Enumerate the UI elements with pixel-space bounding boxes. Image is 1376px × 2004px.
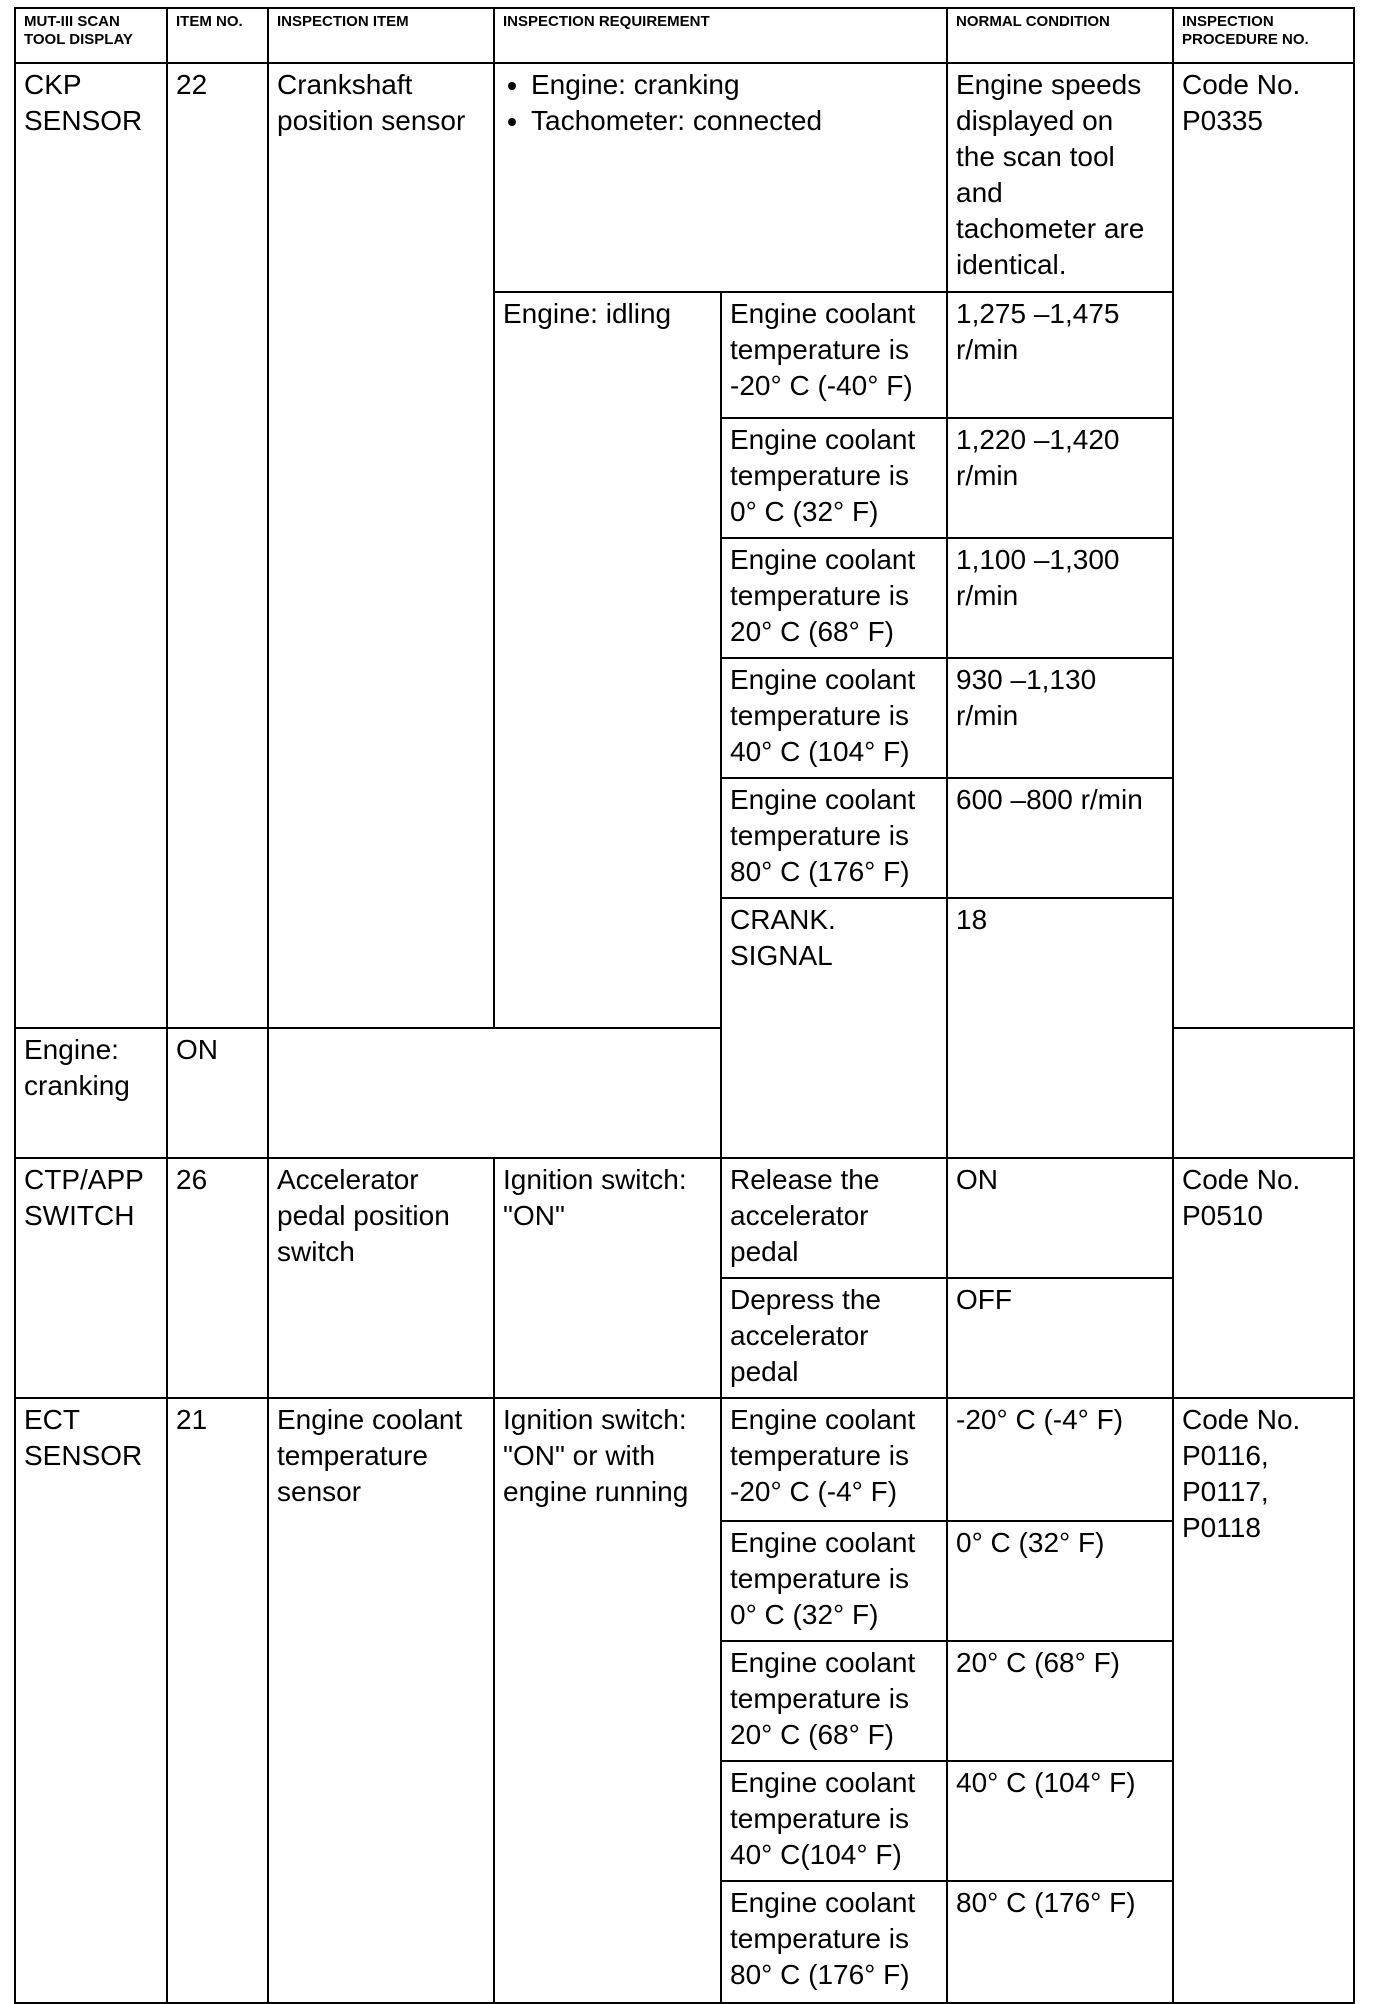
ckp-procedure: Code No. P0335 bbox=[1173, 63, 1354, 1028]
ctp-normal-value: ON bbox=[947, 1158, 1173, 1278]
ctp-procedure: Code No. P0510 bbox=[1173, 1158, 1354, 1398]
ect-sub-condition: Engine coolant temperature is -20° C (-4° F) bbox=[721, 1398, 947, 1521]
ect-sub-condition: Engine coolant temperature is 80° C (176° F) bbox=[721, 1881, 947, 2003]
crank-display: CRANK. SIGNAL bbox=[721, 898, 947, 1158]
header-row bbox=[15, 8, 1354, 63]
header-display: MUT-III SCAN TOOL DISPLAY bbox=[15, 8, 167, 63]
ctp-display: CTP/APP SWITCH bbox=[15, 1158, 167, 1398]
ect-normal-value: 40° C (104° F) bbox=[947, 1761, 1173, 1881]
ckp-requirement-idling: Engine: idling bbox=[494, 292, 721, 1028]
ect-sub-condition: Engine coolant temperature is 40° C(104° F) bbox=[721, 1761, 947, 1881]
crank-item-no: 18 bbox=[947, 898, 1173, 1158]
table-row bbox=[15, 1398, 1354, 1521]
ect-item: Engine coolant temperature sensor bbox=[268, 1398, 494, 2003]
header-normal-condition: NORMAL CONDITION bbox=[947, 8, 1173, 63]
ckp-normal-value: 930 –1,130 r/min bbox=[947, 658, 1173, 778]
ckp-requirement-list bbox=[503, 67, 938, 139]
ckp-sub-condition: Engine coolant temperature is 40° C (104° F) bbox=[721, 658, 947, 778]
header-inspection-item: INSPECTION ITEM bbox=[268, 8, 494, 63]
ckp-condition-cranking: Engine speeds displayed on the scan tool and tachometer are identical. bbox=[947, 63, 1173, 292]
ckp-normal-value: 1,220 –1,420 r/min bbox=[947, 418, 1173, 538]
ckp-normal-value: 1,275 –1,475 r/min bbox=[947, 292, 1173, 418]
ect-sub-condition: Engine coolant temperature is 20° C (68° F) bbox=[721, 1641, 947, 1761]
ect-normal-value: 80° C (176° F) bbox=[947, 1881, 1173, 2003]
ect-normal-value: 20° C (68° F) bbox=[947, 1641, 1173, 1761]
header-item-no: ITEM NO. bbox=[167, 8, 268, 63]
table-row bbox=[15, 1158, 1354, 1278]
header-requirement: INSPECTION REQUIREMENT bbox=[494, 8, 947, 63]
ckp-sub-condition: Engine coolant temperature is 0° C (32° F) bbox=[721, 418, 947, 538]
ect-display: ECT SENSOR bbox=[15, 1398, 167, 2003]
ckp-requirement-cranking bbox=[494, 63, 947, 292]
ect-requirement: Ignition switch: "ON" or with engine running bbox=[494, 1398, 721, 2003]
list-item: • Tachometer: connected bbox=[531, 103, 938, 139]
ckp-sub-condition: Engine coolant temperature is 80° C (176° F) bbox=[721, 778, 947, 898]
ckp-normal-value: 600 –800 r/min bbox=[947, 778, 1173, 898]
ctp-requirement: Ignition switch: "ON" bbox=[494, 1158, 721, 1398]
ctp-sub-condition: Depress the accelerator pedal bbox=[721, 1278, 947, 1398]
crank-sub-condition: Engine: cranking bbox=[15, 1028, 167, 1158]
ect-item-no: 21 bbox=[167, 1398, 268, 2003]
ctp-normal-value: OFF bbox=[947, 1278, 1173, 1398]
list-item: • Engine: cranking bbox=[531, 67, 938, 103]
ckp-sub-condition: Engine coolant temperature is 20° C (68° F) bbox=[721, 538, 947, 658]
crank-normal-value: ON bbox=[167, 1028, 268, 1158]
ckp-item-no: 22 bbox=[167, 63, 268, 1028]
header-procedure-no: INSPECTION PROCEDURE NO. bbox=[1173, 8, 1354, 63]
ctp-item-no: 26 bbox=[167, 1158, 268, 1398]
ckp-sub-condition: Engine coolant temperature is -20° C (-40° F) bbox=[721, 292, 947, 418]
ect-normal-value: -20° C (-4° F) bbox=[947, 1398, 1173, 1521]
inspection-table bbox=[14, 7, 1355, 2004]
ctp-item: Accelerator pedal position switch bbox=[268, 1158, 494, 1398]
ckp-normal-value: 1,100 –1,300 r/min bbox=[947, 538, 1173, 658]
ect-sub-condition: Engine coolant temperature is 0° C (32° F) bbox=[721, 1521, 947, 1641]
ckp-display: CKP SENSOR bbox=[15, 63, 167, 1028]
table-row bbox=[15, 63, 1354, 292]
ckp-item: Crankshaft position sensor bbox=[268, 63, 494, 1028]
ect-normal-value: 0° C (32° F) bbox=[947, 1521, 1173, 1641]
ctp-sub-condition: Release the accelerator pedal bbox=[721, 1158, 947, 1278]
ect-procedure: Code No. P0116, P0117, P0118 bbox=[1173, 1398, 1354, 2003]
